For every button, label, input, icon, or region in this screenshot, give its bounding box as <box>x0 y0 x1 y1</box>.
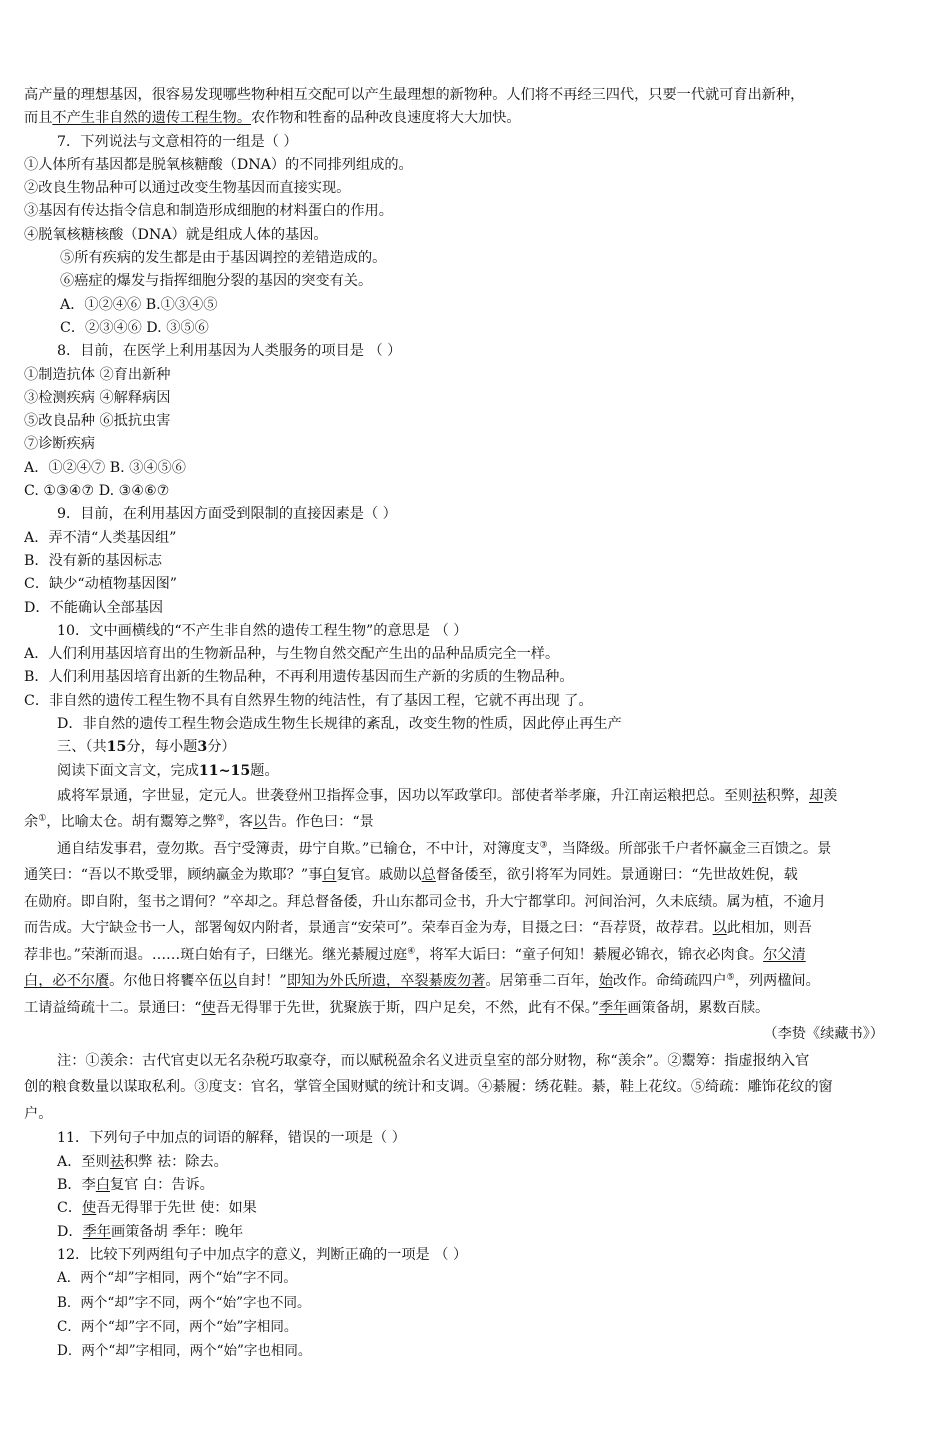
heading-text: 分） <box>207 739 236 756</box>
passage-text: 。尔他日将饔卒伍 <box>109 973 223 990</box>
marked-word: 祛 <box>752 787 767 804</box>
passage-line <box>24 942 894 969</box>
question-11-stem: 11．下列句子中加点的词语的解释，错误的一项是（ ） <box>57 1130 406 1147</box>
intro-text: 农作物和牲畜的品种改良速度将大大加快。 <box>251 110 521 127</box>
marked-word: 以 <box>712 920 727 937</box>
question-12-stem: 12．比较下列两组句子中加点字的意义，判断正确的一项是 （ ） <box>57 1246 468 1263</box>
option-text: A．至则 <box>57 1153 110 1170</box>
passage-text: ，将军大诟曰：“童子何知！綦履必锦衣，锦衣必肉食。 <box>415 946 764 963</box>
answer-option: D．不能确认全部基因 <box>24 599 164 616</box>
section-heading <box>24 736 894 759</box>
answer-option: A．人们利用基因培育出的生物新品种，与生物自然交配产生出的品种品质完全一样。 <box>24 646 560 663</box>
passage-text: ，比喻太仓。胡有鬻筹之弊 <box>46 814 217 831</box>
passage-text: 画策备胡，累数百牍。 <box>627 999 770 1016</box>
option-text: B．李 <box>57 1177 96 1193</box>
statement: ③基因有传达指令信息和制造形成细胞的材料蛋白的作用。 <box>24 203 393 220</box>
heading-number: 3 <box>197 739 208 756</box>
answer-option <box>24 1221 894 1244</box>
passage-text: 而告成。大宁缺佥书一人，部署匈奴内附者，景通言“安荣可”。荣奉百金为寿，目摄之曰：“吾荐贤，故荐君。 <box>24 920 713 937</box>
passage-text: 羡 <box>823 787 838 804</box>
notes-line: 注：①羡余：古代官吏以无名杂税巧取豪夺，而以赋税盈余名义进贡皇室的部分财物，称“羡余”。②鬻筹：指虚报纳入官 <box>57 1052 810 1069</box>
answer-option: C．两个“却”字不同，两个“始”字相同。 <box>57 1319 298 1336</box>
passage-text: 工请益绮疏十二。景通曰：“ <box>24 999 202 1016</box>
passage-text: 通自结发事君，壹勿欺。吾宁受簿责，毋宁自欺。”已输仓，不中计，对簿度支 <box>57 840 540 857</box>
heading-number: 15 <box>106 739 127 756</box>
passage-text: 积弊， <box>766 787 809 804</box>
question-9-stem: 9．目前，在利用基因方面受到限制的直接因素是（ ） <box>57 506 397 523</box>
marked-word: 以 <box>253 814 268 831</box>
list-item: ①制造抗体 ②育出新种 <box>24 366 171 383</box>
option-text: 画策备胡 季年：晚年 <box>110 1223 244 1240</box>
option-text: C． <box>57 1200 83 1217</box>
marked-word: 使 <box>82 1200 97 1217</box>
answer-option <box>24 1174 894 1197</box>
option-text: 吾无得罪于先世 使：如果 <box>96 1200 257 1217</box>
intro-line-1: 高产量的理想基因，很容易发现哪些物种相互交配可以产生最理想的新物种。人们将不再经三四代，只要一代就可育出新种， <box>24 87 805 103</box>
marked-word: 以 <box>222 973 237 990</box>
footnote-marker: ⑤ <box>726 972 735 983</box>
answer-option: A．弄不清“人类基因组” <box>24 529 177 546</box>
passage-text: 此相加，则吾 <box>726 920 812 937</box>
heading-text: 三、（共 <box>57 739 107 756</box>
list-item: ③检测疾病 ④解释病因 <box>24 389 171 406</box>
marked-word: 季年 <box>598 999 628 1016</box>
passage-line <box>24 995 894 1022</box>
answer-option: B．没有新的基因标志 <box>24 552 163 569</box>
section-instruction <box>24 760 894 783</box>
intro-text: 而且 <box>24 110 53 127</box>
underlined-phrase: 尔父清 <box>763 946 806 963</box>
answer-option: C．缺少“动植物基因图” <box>24 576 178 593</box>
question-7-stem: 7．下列说法与文意相符的一组是（ ） <box>57 133 298 150</box>
document-page <box>24 84 894 1363</box>
list-item: ⑦诊断疾病 <box>24 436 95 453</box>
passage-line <box>24 915 894 942</box>
statement: ⑤所有疾病的发生都是由于基因调控的差错造成的。 <box>60 250 387 267</box>
footnote-marker: ② <box>216 813 225 824</box>
notes-line: 创的粮食数量以谋取私利。③度支：官名，掌管全国财赋的统计和支调。④綦履：绣花鞋。綦，鞋上花纹。⑤绮疏：雕饰花纹的窗 <box>24 1079 833 1096</box>
passage-text: ，客 <box>224 814 254 831</box>
passage-text: 通笑曰：“吾以不欺受罪，顾纳赢金为欺耶？”事 <box>24 867 323 884</box>
passage-text: 告。作色曰：“景 <box>267 814 374 831</box>
passage-line <box>24 809 894 836</box>
footnote-marker: ① <box>38 813 47 824</box>
intro-line-2 <box>24 107 894 130</box>
marked-word: 总 <box>421 867 436 884</box>
statement: ⑥癌症的爆发与指挥细胞分裂的基因的突变有关。 <box>60 273 373 290</box>
passage-line <box>24 836 894 863</box>
marked-word: 使 <box>201 999 216 1016</box>
list-item: ⑤改良品种 ⑥抵抗虫害 <box>24 413 171 430</box>
instruction-text: 题。 <box>250 762 279 779</box>
passage-text: ，列两楹间。 <box>734 973 820 990</box>
answer-option: B．两个“却”字不同，两个“始”字也不同。 <box>57 1295 311 1312</box>
answer-options: C. ①③④⑦ D. ③④⑥⑦ <box>24 483 170 500</box>
marked-word: 始 <box>598 973 614 990</box>
marked-word: 白 <box>322 867 337 884</box>
passage-text: 吾无得罪于先世，犹聚族于斯，四户足矣，不然，此有不保。” <box>215 999 599 1016</box>
answer-option <box>24 1197 894 1220</box>
passage-source: （李贽《续藏书》） <box>763 1026 884 1043</box>
marked-word: 季年 <box>82 1223 111 1240</box>
passage-line <box>24 968 894 995</box>
passage-text: ，当降级。所部张千户者怀赢金三百馈之。景 <box>547 840 832 857</box>
answer-options: A．①②④⑦ B. ③④⑤⑥ <box>24 459 186 476</box>
passage-text: 改作。命绮疏四户 <box>613 973 727 990</box>
answer-option: C．非自然的遗传工程生物不具有自然界生物的纯洁性，有了基因工程，它就不再出现 了。 <box>24 692 593 709</box>
passage-line: 在勋府。即自附，玺书之谓何？”卒却之。拜总督备倭，升山东都司佥书，升大宁都掌印。河间治河，久未底绩。属为植，不逾月 <box>24 893 826 910</box>
marked-word: 白 <box>95 1177 111 1193</box>
answer-option <box>24 1151 894 1174</box>
statement: ①人体所有基因都是脱氧核糖酸（DNA）的不同排列组成的。 <box>24 156 413 173</box>
passage-text: 督备倭至，欲引将军为同姓。景通谢曰：“先世故姓倪，载 <box>435 867 798 884</box>
option-text: 积弊 祛：除去。 <box>124 1153 228 1170</box>
statement: ④脱氧核糖核酸（DNA）就是组成人体的基因。 <box>24 226 328 243</box>
footnote-marker: ④ <box>407 946 416 957</box>
answer-option: D．两个“却”字相同，两个“始”字也相同。 <box>57 1342 312 1359</box>
marked-word: 却 <box>808 787 824 804</box>
question-10-stem: 10．文中画横线的“不产生非自然的遗传工程生物”的意思是 （ ） <box>57 622 468 639</box>
statement: ②改良生物品种可以通过改变生物基因而直接实现。 <box>24 180 351 197</box>
passage-text: 余 <box>24 814 39 831</box>
heading-text: 分，每小题 <box>126 739 198 756</box>
answer-option: B．人们利用基因培育出新的生物品种，不再利用遗传基因而生产新的劣质的生物品种。 <box>24 669 574 686</box>
notes-line: 户。 <box>24 1105 53 1122</box>
instruction-range: 11~15 <box>198 762 251 779</box>
passage-line <box>24 783 894 810</box>
answer-option: D．非自然的遗传工程生物会造成生物生长规律的紊乱，改变生物的性质，因此停止再生产 <box>57 716 622 733</box>
passage-line <box>24 862 894 889</box>
option-text: D． <box>57 1223 83 1240</box>
passage-text: 复官。戚勋以 <box>336 867 422 884</box>
option-text: 复官 白：告诉。 <box>110 1177 214 1193</box>
underlined-phrase: 即知为外氏所遗，卒裂綦废勿著 <box>286 973 486 990</box>
answer-option: A．两个“却”字相同，两个“始”字不同。 <box>57 1270 297 1287</box>
passage-text: 戚将军景通，字世显，定元人。世袭登州卫指挥佥事，因功以军政掌印。部使者举孝廉，升江南运粮把总。至则 <box>57 787 753 804</box>
footnote-marker: ③ <box>539 840 548 851</box>
passage-text: 荐非也。”荣渐而退。……斑白始有子，曰继光。继光綦履过庭 <box>24 946 408 963</box>
underlined-phrase: 白，必不尔餍 <box>24 973 110 990</box>
question-8-stem: 8．目前，在医学上利用基因为人类服务的项目是 （ ） <box>57 343 402 360</box>
underlined-phrase: 不产生非自然的遗传工程生物。 <box>52 110 252 127</box>
marked-word: 祛 <box>109 1153 125 1170</box>
passage-text: 。居第垂二百年， <box>485 973 599 990</box>
instruction-text: 阅读下面文言文，完成 <box>57 762 199 779</box>
passage-text: 自封！” <box>236 973 287 990</box>
answer-options: C．②③④⑥ D. ③⑤⑥ <box>60 319 209 336</box>
answer-options: A．①②④⑥ B.①③④⑤ <box>60 296 218 313</box>
